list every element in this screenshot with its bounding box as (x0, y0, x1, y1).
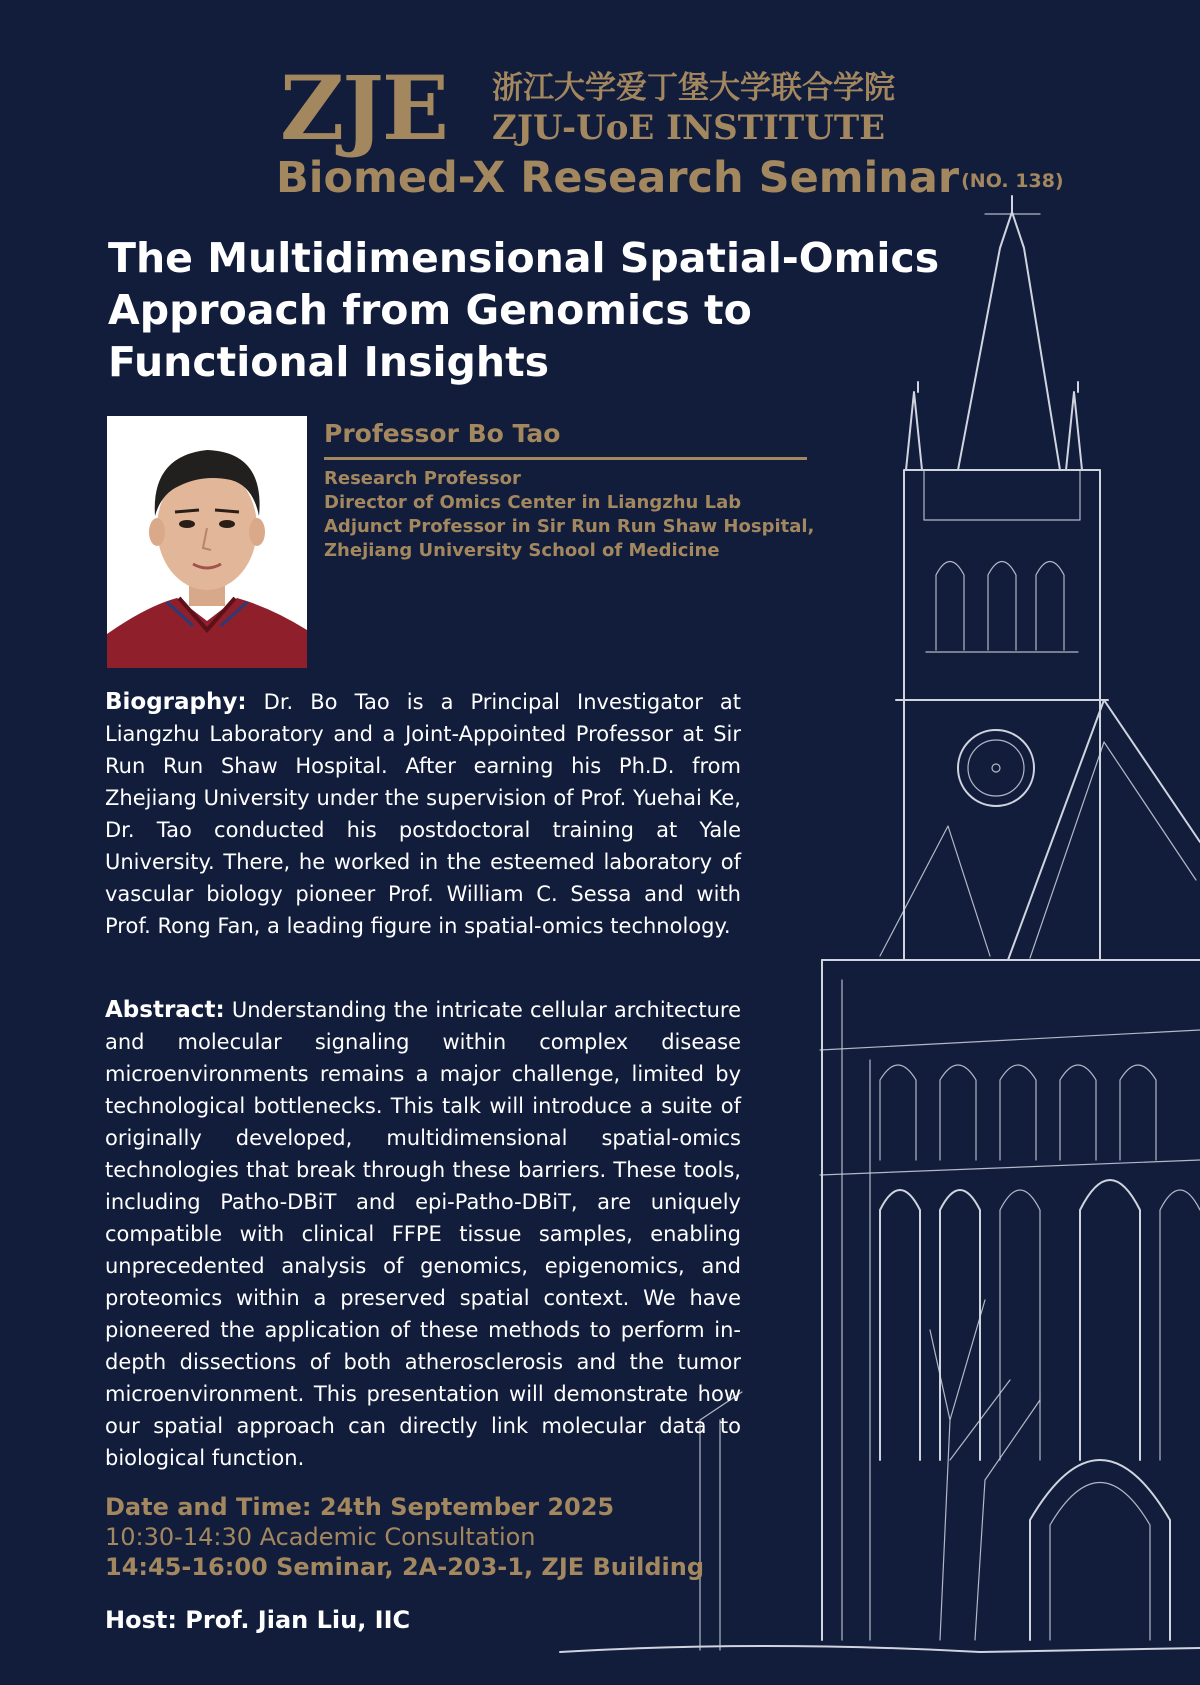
seminar-series-name: Biomed-X Research Seminar (276, 153, 960, 203)
talk-title: The Multidimensional Spatial-Omics Approach from Genomics to Functional Insights (108, 234, 940, 386)
speaker-photo (107, 416, 307, 668)
biography-text: Dr. Bo Tao is a Principal Investigator at Liangzhu Laboratory and a Joint-Appointed Professor at Sir Run Run Shaw Hospital. After earning his Ph.D. from Zhejiang University under the supervision of Prof. Yuehai Ke, Dr. Tao conducted his postdoctoral training at Yale University. There, he worked in the esteemed laboratory of vascular biology pioneer Prof. William C. Sessa and with Prof. Rong Fan, a leading figure in spatial-omics technology. (105, 690, 741, 938)
speaker-role: Director of Omics Center in Liangzhu Lab (324, 492, 742, 513)
logo-mark: ZJE (280, 56, 447, 160)
abstract-paragraph (105, 994, 741, 1474)
host-line: Host: Prof. Jian Liu, IIC (105, 1606, 411, 1634)
event-date: Date and Time: 24th September 2025 (105, 1493, 615, 1521)
abstract-text: Understanding the intricate cellular architecture and molecular signaling within complex disease microenvironments remains a major challenge, limited by technological bottlenecks. This talk will introduce a suite of originally developed, multidimensional spatial-omics technologies that break through these barriers. These tools, including Patho-DBiT and epi-Patho-DBiT, are uniquely compatible with clinical FFPE tissue samples, enabling unprecedented analysis of genomics, epigenomics, and proteomics within a preserved spatial context. We have pioneered the application of these methods to perform in-depth dissections of both atherosclerosis and the tumor microenvironment. This presentation will demonstrate how our spatial approach can directly link molecular data to biological function. (105, 998, 741, 1470)
event-schedule (105, 1492, 704, 1582)
speaker-divider (324, 457, 807, 460)
logo-english-name: ZJU-UoE INSTITUTE (492, 108, 886, 148)
logo-chinese-name: 浙江大学爱丁堡大学联合学院 (492, 70, 895, 106)
consultation-time: 10:30-14:30 Academic Consultation (105, 1523, 536, 1551)
abstract-label: Abstract: (105, 997, 225, 1023)
speaker-role: Research Professor (324, 468, 521, 489)
biography-label: Biography: (105, 689, 247, 715)
speaker-name: Professor Bo Tao (324, 419, 561, 448)
speaker-roles (324, 467, 824, 563)
seminar-time-location: 14:45-16:00 Seminar, 2A-203-1, ZJE Building (105, 1553, 705, 1581)
seminar-series-title (276, 152, 1064, 207)
biography-paragraph (105, 686, 741, 942)
speaker-role: Zhejiang University School of Medicine (324, 540, 720, 561)
speaker-role: Adjunct Professor in Sir Run Run Shaw Hospital, (324, 516, 815, 537)
seminar-number: (NO. 138) (961, 169, 1064, 192)
